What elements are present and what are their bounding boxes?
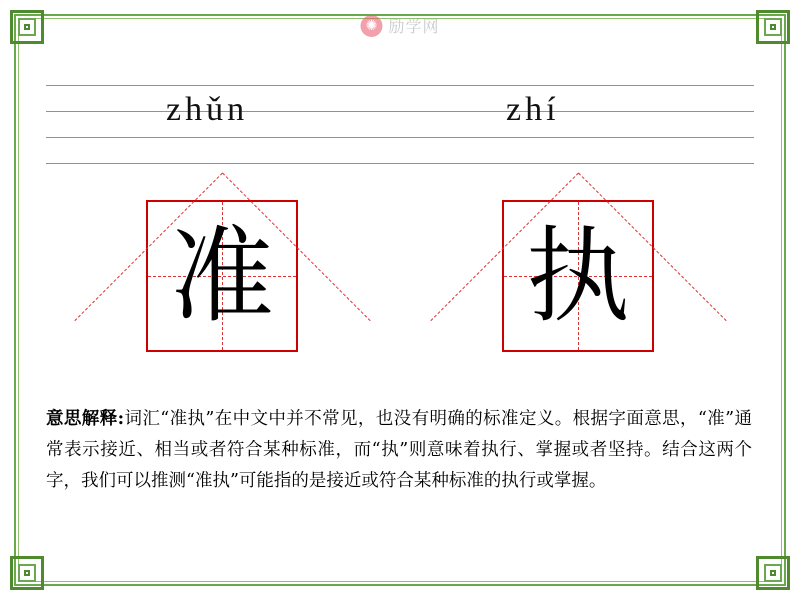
character-glyph: 准 — [169, 215, 274, 337]
staff-line — [46, 111, 754, 112]
corner-ornament-top-right-icon — [756, 10, 790, 44]
character-glyph: 执 — [525, 215, 630, 337]
flame-logo-icon: ✺ — [360, 15, 382, 37]
corner-ornament-bottom-right-icon — [756, 556, 790, 590]
site-logo — [360, 14, 439, 37]
pinyin-staff — [46, 85, 754, 163]
explanation-block — [46, 404, 752, 497]
explanation-label: 意思解释: — [46, 409, 125, 429]
pinyin-text-first: zhǔn — [166, 91, 249, 128]
staff-line — [46, 163, 754, 164]
character-grid-box — [502, 200, 654, 352]
explanation-body: 词汇“准执”在中文中并不常见，也没有明确的标准定义。根据字面意思，“准”通常表示接近、相当或者符合某种标准，而“执”则意味着执行、掌握或者坚持。结合这两个字，我们可以推测“准执”可能指的是接近或符合某种标准的执行或掌握。 — [46, 409, 752, 491]
character-grid-row — [0, 200, 800, 360]
corner-ornament-bottom-left-icon — [10, 556, 44, 590]
site-logo-text: 励学网 — [388, 17, 440, 36]
staff-line — [46, 137, 754, 138]
pinyin-text-second: zhí — [506, 91, 560, 128]
character-grid-box — [146, 200, 298, 352]
corner-ornament-top-left-icon — [10, 10, 44, 44]
staff-line — [46, 85, 754, 86]
